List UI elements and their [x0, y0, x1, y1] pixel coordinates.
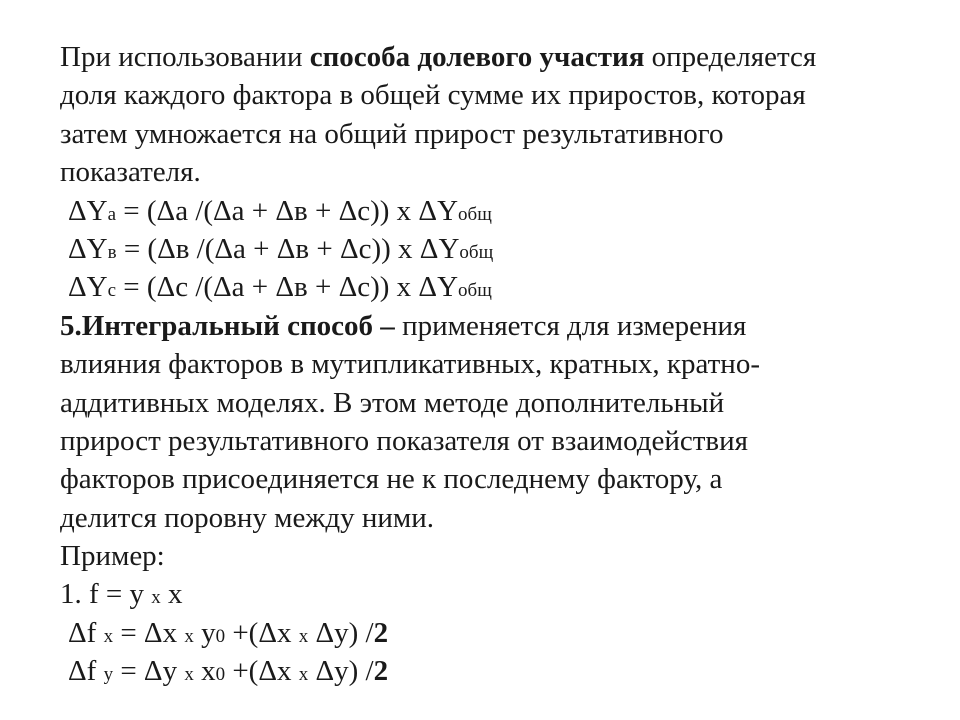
- formula-subscript: а: [107, 203, 117, 225]
- formula-subscript: с: [107, 280, 117, 302]
- formula-subscript: х: [103, 625, 114, 647]
- formula-line: [60, 652, 920, 690]
- formula-line: [60, 614, 920, 652]
- text-line: [60, 307, 920, 345]
- text-segment: При использовании: [60, 41, 310, 73]
- formula-part: +(Δх: [225, 616, 299, 649]
- text-line: делится поровну между ними.: [60, 501, 435, 534]
- term-bold: способа долевого участия: [309, 41, 645, 73]
- formula-part: = (Δа /(Δа + Δв + Δс)) х ΔY: [116, 194, 459, 227]
- formula-part: = Δх: [113, 616, 185, 649]
- formula-part: = Δy: [113, 655, 185, 688]
- formula-part: Δf: [68, 616, 104, 649]
- text-line: прирост результативного показателя от взаимодействия: [60, 424, 748, 457]
- formula-part: ΔY: [68, 271, 108, 304]
- text-line: аддитивных моделях. В этом методе дополнительный: [60, 386, 725, 419]
- formula-part: y: [193, 616, 216, 649]
- formula-subscript: в: [107, 241, 117, 263]
- text-line: [60, 38, 920, 76]
- formula-part: Δy) /: [308, 616, 374, 649]
- formula-part: Δy) /: [308, 655, 374, 688]
- formula-line: [60, 268, 920, 306]
- formula-subscript: общ: [459, 241, 494, 263]
- formula-subscript: общ: [458, 280, 492, 302]
- formula-subscript: х: [151, 587, 161, 609]
- text-line: доля каждого фактора в общей сумме их приростов, которая: [60, 79, 806, 112]
- formula-part: х: [193, 655, 216, 688]
- slide-content: [60, 38, 920, 691]
- text-line: затем умножается на общий прирост результативного: [60, 117, 724, 150]
- formula-part: ΔY: [68, 232, 108, 265]
- formula-part: ΔY: [68, 194, 108, 227]
- formula-subscript: х: [184, 625, 194, 647]
- text-line: показателя.: [60, 156, 201, 189]
- formula-part: +(Δх: [225, 655, 299, 688]
- formula-part: 1. f = y: [60, 578, 152, 611]
- formula-subscript: 0: [215, 664, 226, 686]
- example-item: [60, 575, 920, 613]
- formula-subscript: у: [103, 664, 114, 686]
- text-segment: определяется: [644, 41, 817, 73]
- text-line: факторов присоединяется не к последнему фактору, а: [60, 463, 723, 496]
- formula-part: Δf: [68, 655, 104, 688]
- formula-part: 2: [373, 616, 389, 649]
- text-segment: применяется для измерения: [394, 309, 747, 342]
- formula-subscript: х: [298, 625, 309, 647]
- formula-part: = (Δв /(Δа + Δв + Δс)) х ΔY: [116, 232, 460, 265]
- formula-line: [60, 192, 920, 230]
- formula-subscript: общ: [458, 203, 492, 225]
- section-heading: 5.Интегральный способ –: [60, 309, 395, 342]
- text-line: влияния факторов в мутипликативных, кратных, кратно-: [60, 348, 760, 381]
- example-label: Пример:: [60, 540, 165, 573]
- formula-subscript: х: [184, 664, 194, 686]
- formula-subscript: 0: [215, 625, 226, 647]
- formula-part: 2: [373, 655, 389, 688]
- formula-part: x: [160, 578, 183, 611]
- formula-line: [60, 230, 920, 268]
- formula-subscript: х: [298, 664, 309, 686]
- formula-part: = (Δс /(Δа + Δв + Δс)) х ΔY: [116, 271, 459, 304]
